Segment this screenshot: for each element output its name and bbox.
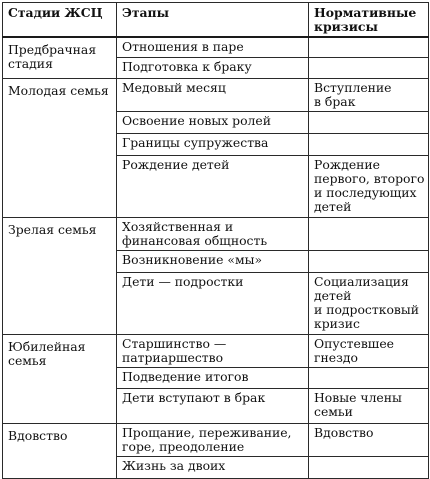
table-row — [3, 218, 429, 251]
table-row — [3, 335, 429, 368]
table-row — [3, 37, 429, 58]
table-row — [3, 424, 429, 457]
step-cell: Хозяйственная и финансовая общность — [117, 218, 309, 251]
crisis-cell — [309, 37, 429, 58]
step-cell: Отношения в паре — [117, 37, 309, 58]
crisis-cell: Рождение первого, второго и последующих детей — [309, 156, 429, 218]
crisis-cell: Вступление в брак — [309, 79, 429, 112]
header-crises: Нормативные кризисы — [309, 3, 429, 37]
step-cell: Подготовка к браку — [117, 58, 309, 79]
stage-cell: Зрелая семья — [3, 218, 117, 335]
crisis-cell — [309, 112, 429, 134]
table-row — [3, 79, 429, 112]
crisis-cell — [309, 134, 429, 156]
crisis-cell — [309, 251, 429, 273]
header-row — [3, 3, 429, 37]
step-cell: Возникновение «мы» — [117, 251, 309, 273]
crisis-cell — [309, 457, 429, 479]
header-stages: Стадии ЖСЦ — [3, 3, 117, 37]
crisis-cell: Опустевшее гнездо — [309, 335, 429, 368]
crisis-cell: Новые члены семьи — [309, 389, 429, 424]
step-cell: Прощание, переживание, горе, преодоление — [117, 424, 309, 457]
step-cell: Рождение детей — [117, 156, 309, 218]
step-cell: Подведение итогов — [117, 368, 309, 389]
crisis-cell: Вдовство — [309, 424, 429, 457]
stage-cell: Молодая семья — [3, 79, 117, 218]
crisis-cell: Социализация детей и подростковый кризис — [309, 273, 429, 335]
stage-cell: Предбрачная стадия — [3, 37, 117, 79]
crisis-cell — [309, 368, 429, 389]
step-cell: Старшинство — патриаршество — [117, 335, 309, 368]
header-steps: Этапы — [117, 3, 309, 37]
crisis-cell — [309, 58, 429, 79]
stage-cell: Вдовство — [3, 424, 117, 479]
step-cell: Дети — подростки — [117, 273, 309, 335]
step-cell: Освоение новых ролей — [117, 112, 309, 134]
step-cell: Дети вступают в брак — [117, 389, 309, 424]
step-cell: Медовый месяц — [117, 79, 309, 112]
life-cycle-table — [2, 2, 429, 479]
step-cell: Жизнь за двоих — [117, 457, 309, 479]
step-cell: Границы супружества — [117, 134, 309, 156]
stage-cell: Юбилейная семья — [3, 335, 117, 424]
crisis-cell — [309, 218, 429, 251]
